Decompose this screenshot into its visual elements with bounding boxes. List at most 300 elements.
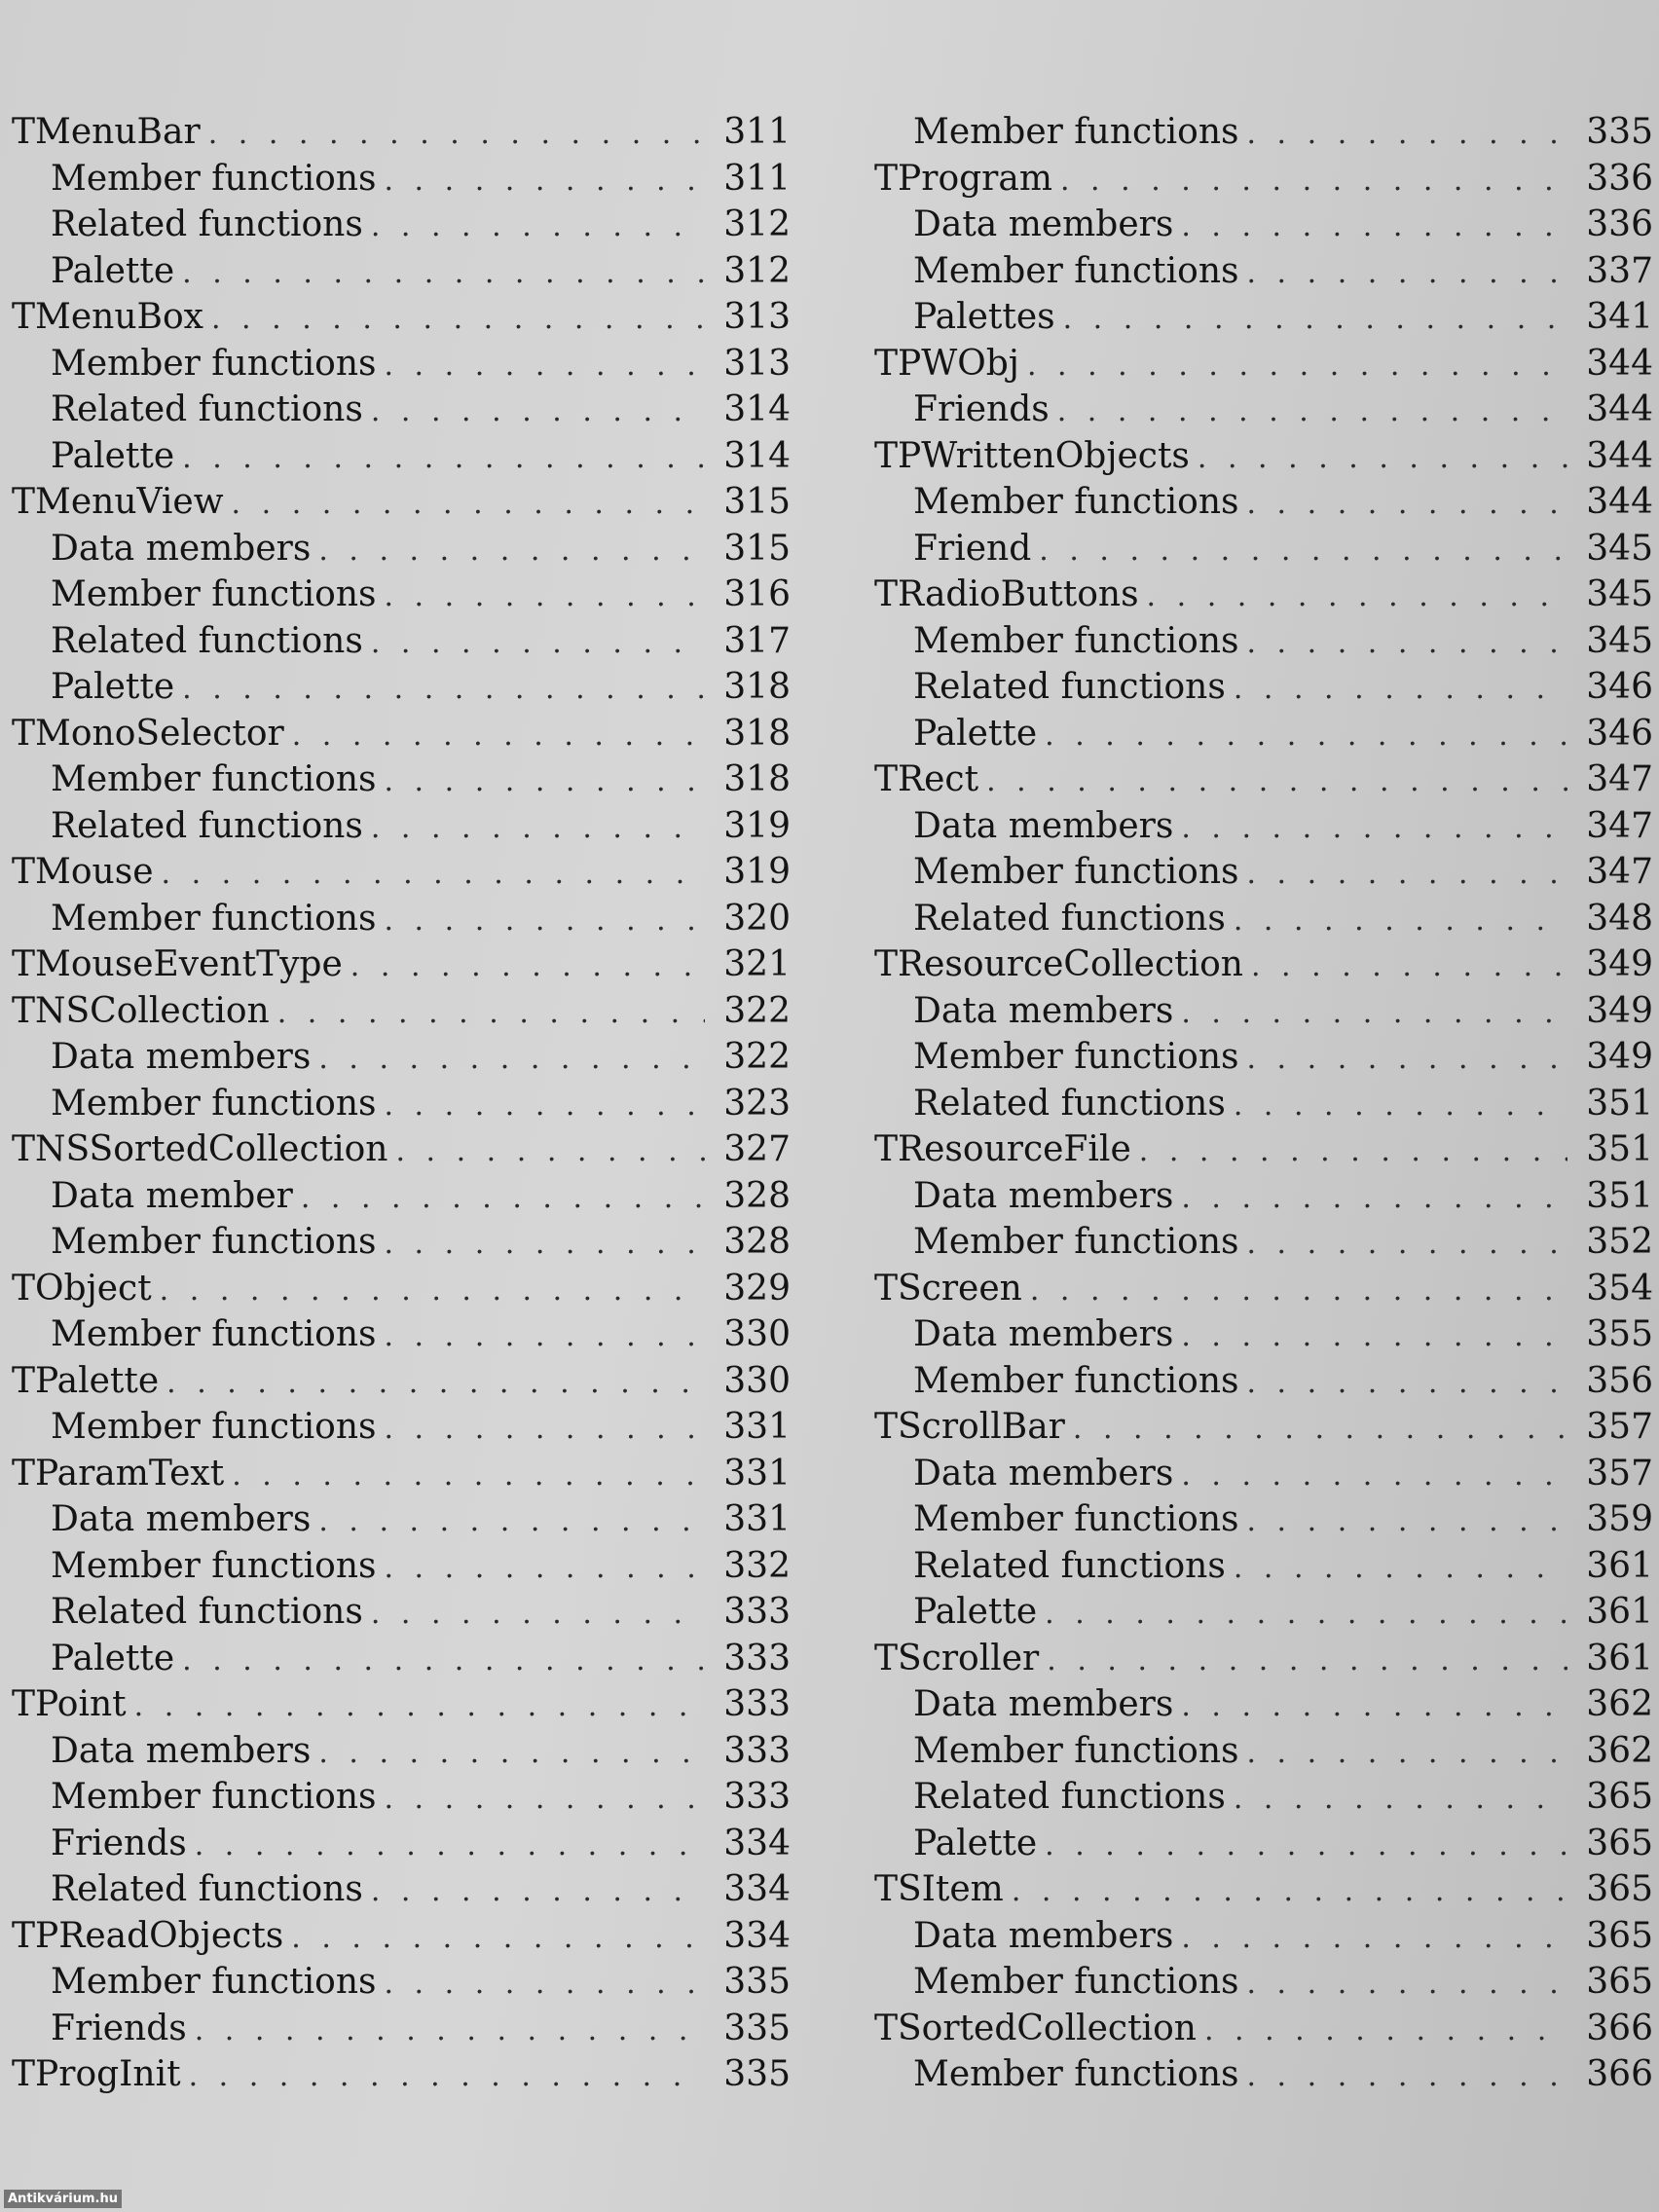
dot-leader [232, 481, 705, 528]
dot-leader [1063, 296, 1567, 343]
entry-label: Member functions [51, 759, 377, 799]
entry-page-number: 327 [723, 1129, 791, 1169]
entry-page-number: 335 [723, 2054, 791, 2094]
dot-leader [1246, 1221, 1567, 1268]
index-subentry [12, 1404, 791, 1451]
index-subentry [12, 1496, 791, 1543]
entry-page-number: 318 [723, 759, 791, 799]
entry-label: Member functions [913, 250, 1239, 291]
dot-leader [1045, 1823, 1567, 1869]
dot-leader [1060, 158, 1567, 204]
index-subentry [874, 664, 1653, 711]
entry-label: Member functions [51, 343, 377, 384]
index-entry [12, 2051, 791, 2098]
entry-label: TProgInit [12, 2054, 181, 2094]
dot-leader [371, 1591, 705, 1638]
index-subentry [874, 1173, 1653, 1220]
dot-leader [292, 713, 705, 759]
index-entry [874, 341, 1653, 387]
entry-page-number: 345 [1586, 574, 1653, 614]
index-subentry [874, 1681, 1653, 1728]
dot-leader [384, 1776, 705, 1823]
index-subentry [874, 294, 1653, 341]
index-subentry [12, 1219, 791, 1266]
dot-leader [1234, 1083, 1567, 1129]
entry-label: TNSSortedCollection [12, 1129, 388, 1169]
dot-leader [166, 1360, 705, 1407]
entry-label: TScrollBar [874, 1407, 1065, 1447]
entry-label: TScroller [874, 1638, 1040, 1678]
dot-leader [232, 1453, 705, 1499]
dot-leader [986, 758, 1567, 805]
entry-label: TRadioButtons [874, 574, 1139, 614]
entry-label: Friend [913, 528, 1032, 569]
index-subentry [874, 1496, 1653, 1543]
entry-page-number: 312 [723, 204, 791, 244]
entry-label: Related functions [913, 898, 1226, 939]
entry-page-number: 333 [723, 1777, 791, 1817]
dot-leader [1045, 713, 1567, 759]
entry-label: TMenuView [12, 482, 224, 522]
index-subentry [874, 202, 1653, 248]
entry-page-number: 330 [723, 1360, 791, 1401]
entry-label: Related functions [51, 620, 363, 661]
entry-label: Member functions [51, 1314, 377, 1354]
index-subentry [874, 1774, 1653, 1821]
index-subentry [874, 896, 1653, 942]
dot-leader [1204, 2008, 1567, 2054]
entry-page-number: 318 [723, 667, 791, 707]
entry-page-number: 365 [1586, 1777, 1653, 1817]
entry-page-number: 345 [1586, 528, 1653, 569]
entry-page-number: 318 [723, 713, 791, 754]
entry-label: Member functions [51, 1962, 377, 2002]
index-entry [12, 109, 791, 156]
entry-page-number: 352 [1586, 1222, 1653, 1262]
entry-page-number: 349 [1586, 990, 1653, 1031]
entry-label: TSortedCollection [874, 2008, 1197, 2048]
entry-label: TRect [874, 759, 979, 799]
index-subentry [874, 248, 1653, 295]
entry-label: Related functions [913, 1083, 1226, 1124]
index-entry [874, 1266, 1653, 1312]
entry-label: TScreen [874, 1268, 1022, 1309]
dot-leader [1246, 1730, 1567, 1777]
entry-label: TSItem [874, 1869, 1004, 1909]
dot-leader [1246, 1360, 1567, 1407]
dot-leader [1246, 1036, 1567, 1083]
entry-page-number: 347 [1586, 852, 1653, 892]
entry-page-number: 336 [1586, 204, 1653, 244]
entry-label: Related functions [51, 805, 363, 846]
index-subentry [874, 1543, 1653, 1590]
index-subentry [12, 1636, 791, 1682]
entry-page-number: 341 [1586, 297, 1653, 337]
dot-leader [318, 528, 705, 574]
index-subentry [12, 248, 791, 295]
entry-label: Data members [51, 1730, 312, 1771]
index-entry [12, 988, 791, 1035]
index-subentry [12, 571, 791, 618]
index-subentry [874, 526, 1653, 572]
index-subentry [12, 433, 791, 480]
entry-page-number: 365 [1586, 1823, 1653, 1863]
index-entry [12, 1681, 791, 1728]
entry-label: Palette [51, 435, 175, 476]
index-subentry [12, 664, 791, 711]
entry-page-number: 344 [1586, 389, 1653, 429]
dot-leader [1234, 1545, 1567, 1592]
dot-leader [182, 250, 705, 297]
dot-leader [211, 296, 705, 343]
dot-leader [1246, 2053, 1567, 2100]
index-entry [12, 849, 791, 896]
entry-label: Data member [51, 1175, 293, 1216]
entry-label: TMouseEventType [12, 944, 343, 984]
index-entry [874, 156, 1653, 203]
entry-page-number: 335 [723, 1962, 791, 2002]
dot-leader [1246, 620, 1567, 667]
entry-page-number: 351 [1586, 1129, 1653, 1169]
dot-leader [384, 1406, 705, 1453]
entry-page-number: 355 [1586, 1314, 1653, 1354]
dot-leader [1047, 1638, 1567, 1684]
index-entry [874, 941, 1653, 988]
entry-label: Related functions [913, 1777, 1226, 1817]
entry-label: Member functions [913, 1730, 1239, 1771]
entry-label: TMenuBox [12, 297, 203, 337]
dot-leader [1181, 1175, 1567, 1222]
entry-page-number: 333 [723, 1730, 791, 1771]
entry-label: TProgram [874, 158, 1052, 199]
entry-page-number: 314 [723, 435, 791, 476]
entry-page-number: 357 [1586, 1453, 1653, 1493]
entry-label: Member functions [913, 2054, 1239, 2094]
dot-leader [1073, 1406, 1567, 1453]
dot-leader [1181, 1915, 1567, 1962]
index-entry [12, 1126, 791, 1173]
index-entry [874, 1636, 1653, 1682]
index-subentry [874, 803, 1653, 850]
entry-page-number: 323 [723, 1083, 791, 1124]
index-subentry [874, 711, 1653, 757]
entry-page-number: 328 [723, 1175, 791, 1216]
dot-leader [195, 2008, 705, 2054]
index-entry [874, 433, 1653, 480]
entry-label: Data members [913, 204, 1174, 244]
index-subentry [12, 1866, 791, 1913]
dot-leader [182, 666, 705, 713]
dot-leader [384, 1221, 705, 1268]
entry-page-number: 365 [1586, 1869, 1653, 1909]
entry-page-number: 361 [1586, 1545, 1653, 1586]
entry-page-number: 361 [1586, 1592, 1653, 1632]
dot-leader [1251, 943, 1567, 990]
entry-label: Member functions [51, 1545, 377, 1586]
entry-page-number: 331 [723, 1453, 791, 1493]
index-subentry [12, 1728, 791, 1775]
index-subentry [12, 1081, 791, 1127]
index-entry [12, 1913, 791, 1960]
entry-page-number: 331 [723, 1499, 791, 1539]
entry-label: TPReadObjects [12, 1915, 284, 1956]
index-subentry [12, 156, 791, 203]
entry-label: TMouse [12, 852, 154, 892]
dot-leader [189, 2053, 705, 2100]
dot-leader [395, 1128, 705, 1175]
entry-label: Data members [913, 1915, 1174, 1956]
dot-leader [1246, 250, 1567, 297]
entry-page-number: 334 [723, 1823, 791, 1863]
dot-leader [1181, 805, 1567, 852]
index-entry [874, 571, 1653, 618]
index-subentry [12, 1543, 791, 1590]
entry-page-number: 311 [723, 158, 791, 199]
entry-page-number: 366 [1586, 2008, 1653, 2048]
index-subentry [874, 1358, 1653, 1405]
dot-leader [1181, 203, 1567, 250]
dot-leader [182, 1638, 705, 1684]
entry-label: Data members [913, 1314, 1174, 1354]
entry-label: Member functions [913, 112, 1239, 152]
entry-page-number: 320 [723, 898, 791, 939]
dot-leader [182, 435, 705, 482]
dot-leader [1027, 343, 1567, 389]
dot-leader [1139, 1128, 1567, 1175]
entry-label: Friends [51, 2008, 187, 2048]
index-subentry [874, 2051, 1653, 2098]
entry-page-number: 329 [723, 1268, 791, 1309]
entry-label: Data members [913, 805, 1174, 846]
entry-page-number: 362 [1586, 1730, 1653, 1771]
index-entry [12, 479, 791, 526]
entry-page-number: 362 [1586, 1684, 1653, 1724]
entry-page-number: 333 [723, 1684, 791, 1724]
index-subentry [12, 202, 791, 248]
entry-label: TPWrittenObjects [874, 435, 1190, 476]
dot-leader [318, 1036, 705, 1083]
dot-leader [1181, 990, 1567, 1037]
entry-page-number: 349 [1586, 1037, 1653, 1077]
entry-page-number: 344 [1586, 482, 1653, 522]
entry-page-number: 330 [723, 1314, 791, 1354]
dot-leader [1181, 1313, 1567, 1360]
dot-leader [195, 1823, 705, 1869]
entry-page-number: 366 [1586, 2054, 1653, 2094]
entry-label: Member functions [913, 1222, 1239, 1262]
index-subentry [12, 618, 791, 665]
index-entry [874, 756, 1653, 803]
entry-label: Related functions [51, 1592, 363, 1632]
entry-label: Palettes [913, 297, 1055, 337]
index-subentry [874, 109, 1653, 156]
index-subentry [874, 1728, 1653, 1775]
entry-label: TResourceFile [874, 1129, 1131, 1169]
index-subentry [12, 341, 791, 387]
entry-page-number: 322 [723, 1037, 791, 1077]
index-subentry [874, 1081, 1653, 1127]
entry-label: Related functions [913, 1545, 1226, 1586]
index-entry [12, 1358, 791, 1405]
entry-page-number: 346 [1586, 713, 1653, 754]
dot-leader [162, 851, 705, 898]
index-subentry [874, 1311, 1653, 1358]
dot-leader [371, 620, 705, 667]
dot-leader [371, 388, 705, 435]
entry-label: Data members [51, 1499, 312, 1539]
entry-label: Member functions [913, 1962, 1239, 2002]
dot-leader [318, 1498, 705, 1545]
entry-label: Member functions [51, 574, 377, 614]
entry-page-number: 359 [1586, 1499, 1653, 1539]
index-subentry [874, 1821, 1653, 1867]
dot-leader [1234, 666, 1567, 713]
dot-leader [301, 1175, 705, 1222]
entry-label: Member functions [913, 852, 1239, 892]
index-subentry [874, 1959, 1653, 2006]
dot-leader [1246, 1961, 1567, 2008]
entry-label: Friends [913, 389, 1050, 429]
dot-leader [384, 573, 705, 620]
entry-page-number: 356 [1586, 1360, 1653, 1401]
entry-label: TParamText [12, 1453, 225, 1493]
entry-page-number: 365 [1586, 1962, 1653, 2002]
entry-page-number: 346 [1586, 667, 1653, 707]
index-subentry [874, 479, 1653, 526]
entry-page-number: 333 [723, 1592, 791, 1632]
entry-page-number: 347 [1586, 759, 1653, 799]
dot-leader [1057, 388, 1567, 435]
entry-page-number: 351 [1586, 1175, 1653, 1216]
entry-label: Member functions [51, 158, 377, 199]
dot-leader [1147, 573, 1567, 620]
index-entry [874, 1404, 1653, 1451]
entry-page-number: 347 [1586, 805, 1653, 846]
entry-label: TResourceCollection [874, 944, 1243, 984]
entry-page-number: 334 [723, 1915, 791, 1956]
entry-page-number: 322 [723, 990, 791, 1031]
dot-leader [384, 1545, 705, 1592]
entry-label: TPalette [12, 1360, 160, 1401]
index-subentry [12, 1034, 791, 1081]
entry-page-number: 335 [723, 2008, 791, 2048]
dot-leader [384, 898, 705, 944]
entry-page-number: 311 [723, 112, 791, 152]
entry-page-number: 319 [723, 852, 791, 892]
index-entry [12, 1266, 791, 1312]
index-entry [12, 1451, 791, 1497]
index-entry [12, 941, 791, 988]
dot-leader [1234, 898, 1567, 944]
entry-label: Data members [913, 1453, 1174, 1493]
entry-page-number: 332 [723, 1545, 791, 1586]
entry-page-number: 331 [723, 1407, 791, 1447]
entry-page-number: 337 [1586, 250, 1653, 291]
dot-leader [134, 1683, 705, 1730]
entry-label: Friends [51, 1823, 187, 1863]
index-subentry [12, 1774, 791, 1821]
dot-leader [371, 805, 705, 852]
index-subentry [12, 803, 791, 850]
entry-label: Palette [51, 1638, 175, 1678]
entry-label: TNSCollection [12, 990, 270, 1031]
entry-page-number: 313 [723, 343, 791, 384]
entry-label: Palette [51, 250, 175, 291]
dot-leader [208, 111, 705, 158]
index-column-left [12, 109, 791, 2098]
entry-label: Member functions [913, 1037, 1239, 1077]
index-entry [874, 1866, 1653, 1913]
index-subentry [12, 756, 791, 803]
dot-leader [371, 1868, 705, 1915]
dot-leader [384, 1083, 705, 1129]
dot-leader [318, 1730, 705, 1777]
dot-leader [1246, 1498, 1567, 1545]
entry-page-number: 312 [723, 250, 791, 291]
index-entry [874, 1126, 1653, 1173]
entry-label: Member functions [913, 1499, 1239, 1539]
index-subentry [12, 2006, 791, 2052]
dot-leader [371, 203, 705, 250]
dot-leader [1246, 851, 1567, 898]
index-subentry [874, 1034, 1653, 1081]
index-subentry [12, 387, 791, 433]
entry-page-number: 351 [1586, 1083, 1653, 1124]
entry-label: Related functions [51, 1869, 363, 1909]
entry-page-number: 328 [723, 1222, 791, 1262]
index-subentry [874, 1451, 1653, 1497]
index-subentry [874, 849, 1653, 896]
dot-leader [1246, 481, 1567, 528]
entry-page-number: 361 [1586, 1638, 1653, 1678]
entry-page-number: 348 [1586, 898, 1653, 939]
entry-page-number: 354 [1586, 1268, 1653, 1309]
entry-label: TMenuBar [12, 112, 201, 152]
entry-page-number: 315 [723, 482, 791, 522]
entry-label: Member functions [913, 482, 1239, 522]
dot-leader [1181, 1453, 1567, 1499]
dot-leader [160, 1268, 705, 1314]
entry-page-number: 321 [723, 944, 791, 984]
entry-label: Member functions [913, 620, 1239, 661]
entry-label: Member functions [51, 1777, 377, 1817]
index-subentry [12, 1589, 791, 1636]
dot-leader [1012, 1868, 1567, 1915]
entry-label: Palette [913, 1823, 1038, 1863]
entry-page-number: 313 [723, 297, 791, 337]
index-subentry [12, 1311, 791, 1358]
entry-label: Data members [51, 1037, 312, 1077]
index-subentry [12, 1959, 791, 2006]
index-entry [874, 2006, 1653, 2052]
entry-label: Member functions [913, 1360, 1239, 1401]
entry-label: Palette [913, 713, 1038, 754]
entry-label: Member functions [51, 1083, 377, 1124]
entry-label: Data members [913, 1175, 1174, 1216]
entry-label: TMonoSelector [12, 713, 284, 754]
entry-label: Member functions [51, 1407, 377, 1447]
index-subentry [12, 896, 791, 942]
entry-label: Related functions [51, 204, 363, 244]
entry-page-number: 357 [1586, 1407, 1653, 1447]
dot-leader [384, 1313, 705, 1360]
entry-label: Member functions [51, 1222, 377, 1262]
dot-leader [1246, 111, 1567, 158]
index-subentry [12, 1821, 791, 1867]
dot-leader [277, 990, 705, 1037]
index-subentry [874, 988, 1653, 1035]
dot-leader [384, 158, 705, 204]
